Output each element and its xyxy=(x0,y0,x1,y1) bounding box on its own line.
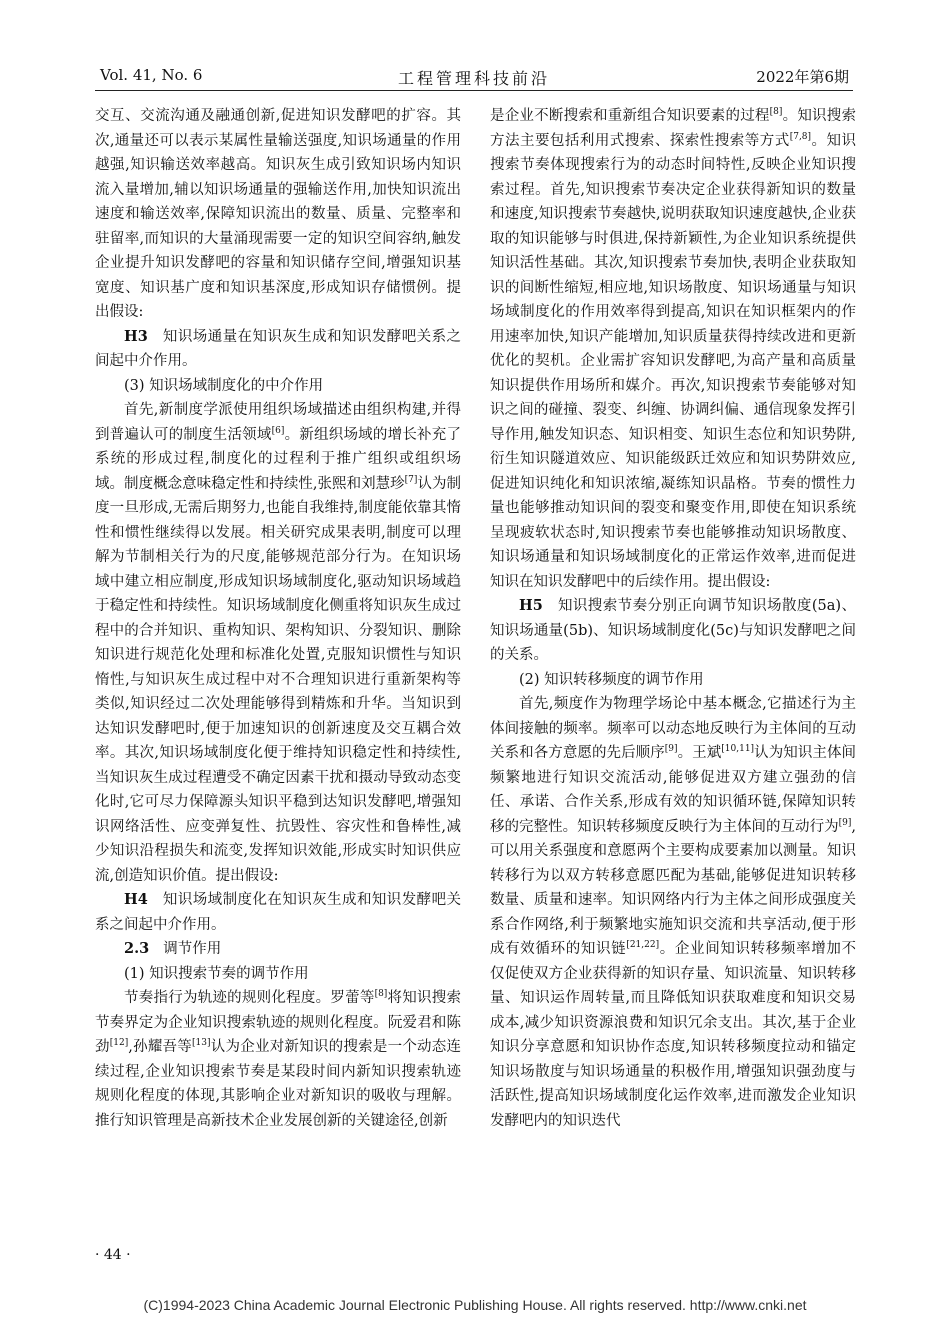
right-column xyxy=(490,104,856,1133)
journal-title: 工程管理科技前沿 xyxy=(397,69,550,88)
citation: [8] xyxy=(769,107,783,118)
section-title: 调节作用 xyxy=(163,941,222,957)
hypothesis-label: H4 xyxy=(124,891,148,908)
text-run: 认为知识主体间频繁地进行知识交流活动,能够促进双方建立强劲的信任、承诺、合作关系,形成有效的知识循环链,保障知识转移的完整性。知识转移频度反映行为主体间的互动行为 xyxy=(490,745,857,835)
text-run: 。企业间知识转移频率增加不仅促使双方企业获得新的知识存量、知识流量、知识转移量、知识运作周转量,而且降低知识获取难度和知识交易成本,减少知识资源浪费和知识冗余支出。其次,基于企业知识分享意愿和知识协作态度,知识转移频度拉动和锚定知识场散度与知识场通量的积极作用,增强知识强劲度与活跃性,提高知识场域制度化运作效率,进而激发企业知识发酵吧内的知识迭代 xyxy=(490,941,857,1129)
text-run: 认为制度一旦形成,无需后期努力,也能自我维持,制度能依靠其惰性和惯性继续得以发展。相关研究成果表明,制度可以理解为节制相关行为的尺度,能够规范部分行为。在知识场域中建立相应制度,形成知识场域制度化,驱动知识场域趋于稳定性和持续性。知识场域制度化侧重将知识灰生成过程中的合并知识、重构知识、架构知识、分裂知识、删除知识进行规范化处理和标准化处置,克服知识惯性与知识惰性,与知识灰生成过程中对不合理知识进行重新架构等类似,知识经过二次处理能够得到精炼和升华。当知识到达知识发酵吧时,便于加速知识的创新速度及交互耦合效率。其次,知识场域制度化便于维持知识稳定性和持续性,当知识灰生成过程遭受不确定因素干扰和摄动导致动态变化时,它可尽力保障源头知识平稳到达知识发酵吧,增强知识网络活性、应变弹复性、抗毁性、容灾性和鲁棒性,减少知识沿程损失和流变,发挥知识效能,形成实时知识供应流,创造知识价值。提出假设: xyxy=(95,475,461,884)
text-run: 首先,新制度学派使用组织场域描述由组织构建,并得到普遍认可的制度生活领域 xyxy=(95,402,461,443)
citation: [8] xyxy=(374,989,388,1000)
citation: [7] xyxy=(404,474,418,485)
citation: [9] xyxy=(664,744,678,755)
hypothesis-text: 知识搜索节奏分别正向调节知识场散度(5a)、知识场通量(5b)、知识场域制度化(5c)与知识发酵吧之间的关系。 xyxy=(490,598,856,663)
citation: [13] xyxy=(192,1038,211,1049)
subsection-heading: (2) 知识转移频度的调节作用 xyxy=(519,671,704,688)
hypothesis-text: 知识场域制度化在知识灰生成和知识发酵吧关系之间起中介作用。 xyxy=(95,892,462,933)
paragraph xyxy=(490,692,856,1133)
text-run: 认为企业对新知识的搜索是一个动态连续过程,企业知识搜索节奏是某段时间内新知识搜索轨迹规则化程度的体现,其影响企业对新知识的吸收与理解。推行知识管理是高新技术企业发展创新的关键途径,创新 xyxy=(95,1039,462,1129)
paragraph: 交互、交流沟通及融通创新,促进知识发酵吧的扩容。其次,通量还可以表示某属性量输送强度,知识场通量的作用越强,知识输送效率越高。知识灰生成引致知识场内知识流入量增加,辅以知识场通量的强输送作用,加快知识流出速度和输送效率,保障知识流出的数量、质量、完整率和驻留率,而知识的大量涌现需要一定的知识空间容纳,触发企业提升知识发酵吧的容量和知识储存空间,增强知识基宽度、知识基广度和知识基深度,形成知识存储惯例。提出假设: xyxy=(95,108,461,320)
citation: [12] xyxy=(109,1038,129,1049)
citation: [21,22] xyxy=(626,940,660,951)
text-run: 。知识搜索方法主要包括利用式搜索、探索性搜索等方式 xyxy=(490,108,856,149)
page-number: · 44 · xyxy=(95,1247,131,1263)
subsection-heading: (3) 知识场域制度化的中介作用 xyxy=(124,377,324,394)
paragraph xyxy=(95,986,461,1133)
citation: [6] xyxy=(271,425,285,436)
hypothesis-h4 xyxy=(95,888,461,937)
text-run: 。新组织场域的增长补充了系统的形成过程,制度化的过程利于推广组织或组织场域。制度概念意味稳定性和持续性,张熙和刘慧珍 xyxy=(95,426,461,492)
volume-issue: Vol. 41, No. 6 xyxy=(100,66,203,84)
citation: [7,8] xyxy=(789,131,812,142)
hypothesis-label: H5 xyxy=(519,597,543,614)
hypothesis-h5 xyxy=(490,594,856,668)
running-header xyxy=(95,60,853,91)
text-run: 。知识搜索节奏体现搜索行为的动态时间特性,反映企业知识搜索过程。首先,知识搜索节奏决定企业获得新知识的数量和速度,知识搜索节奏越快,说明获取知识速度越快,企业获取的知识能够与时俱进,保持新颖性,为企业知识系统提供知识活性基础。其次,知识搜索节奏加快,表明企业获取知识的间断性缩短,相应地,知识场散度、知识场通量与知识场域制度化的作用效率得到提高,知识在知识框架内的作用速率加快,知识产能增加,知识质量获得持续改进和更新优化的契机。企业需扩容知识发酵吧,为高产量和高质量知识提供作用场所和媒介。再次,知识搜索节奏能够对知识之间的碰撞、裂变、纠缠、协调纠偏、通信现象发挥引导作用,触发知识态、知识相变、知识生态位和知识势阱,衍生知识隧道效应、知识能级跃迁效应和知识势阱效应,促进知识纯化和知识浓缩,凝练知识晶格。节奏的惯性力量也能够推动知识间的裂变和聚变作用,即使在知识系统呈现疲软状态时,知识搜索节奏也能够推动知识场散度、知识场通量和知识场域制度化的正常运作效率,进而促进知识在知识发酵吧中的后续作用。提出假设: xyxy=(490,132,857,590)
subsection-heading: (1) 知识搜索节奏的调节作用 xyxy=(124,965,309,982)
left-column xyxy=(95,104,461,1133)
copyright-footer: (C)1994-2023 China Academic Journal Electronic Publishing House. All rights reserved. http://www.cnki.net xyxy=(143,1297,807,1313)
hypothesis-text: 知识场通量在知识灰生成和知识发酵吧关系之间起中介作用。 xyxy=(95,328,462,369)
citation: [10,11] xyxy=(721,744,755,755)
text-run: 。王斌 xyxy=(677,745,722,761)
text-run: 节奏指行为轨迹的规则化程度。罗蕾等 xyxy=(124,990,375,1006)
section-number: 2.3 xyxy=(124,940,150,957)
hypothesis-label: H3 xyxy=(124,327,148,345)
citation: [9] xyxy=(838,817,852,828)
text-run: 是企业不断搜索和重新组合知识要素的过程 xyxy=(490,108,770,124)
year-issue: 2022年第6期 xyxy=(756,68,849,86)
hypothesis-h3 xyxy=(95,325,461,374)
text-run: 首先,频度作为物理学场论中基本概念,它描述行为主体间接触的频率。频率可以动态地反映行为主体间的互动关系和各方意愿的先后顺序 xyxy=(490,696,856,761)
paragraph xyxy=(490,104,856,594)
text-run: ,孙耀吾等 xyxy=(128,1039,193,1055)
section-heading xyxy=(95,937,461,962)
text-run: ,可以用关系强度和意愿两个主要构成要素加以测量。知识转移行为以双方转移意愿匹配为基础,能够促进知识转移数量、质量和速率。知识网络内行为主体之间形成强度关系合作网络,利于频繁地实施知识交流和共享活动,便于形成有效循环的知识链 xyxy=(490,818,856,957)
paragraph xyxy=(95,398,461,888)
text-run: 将知识搜索节奏界定为企业知识搜索轨迹的规则化程度。阮爱君和陈劲 xyxy=(95,990,462,1055)
